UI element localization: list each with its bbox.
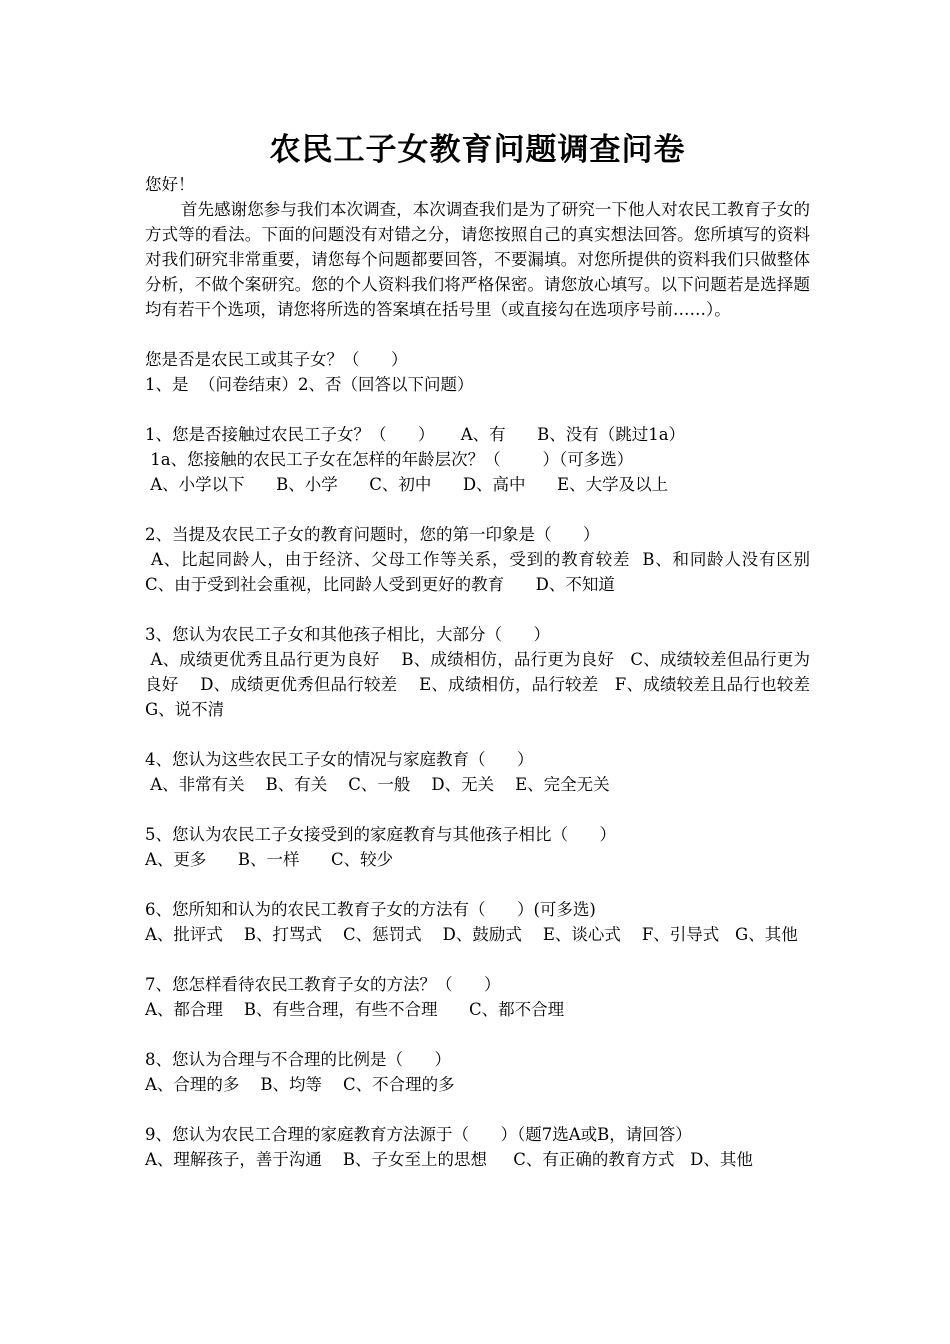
options-0: 1、是 （问卷结束）2、否（回答以下问题）	[145, 375, 474, 394]
question-block-6	[145, 897, 810, 947]
options-2: A、比起同龄人，由于经济、父母工作等关系，受到的教育较差 B、和同龄人没有区别 C、由于受到社会重视，比同龄人受到更好的教育 D、不知道	[145, 550, 831, 594]
options-6: A、批评式 B、打骂式 C、惩罚式 D、鼓励式 E、谈心式 F、引导式 G、其他	[145, 925, 798, 944]
question-3: 3、您认为农民工子女和其他孩子相比，大部分（ ）	[145, 625, 550, 644]
intro-paragraph: 首先感谢您参与我们本次调查，本次调查我们是为了研究一下他人对农民工教育子女的方式等的看法。下面的问题没有对错之分，请您按照自己的真实想法回答。您所填写的资料对我们研究非常重要，请您每个问题都要回答，不要漏填。对您所提供的资料我们只做整体分析，不做个案研究。您的个人资料我们将严格保密。请您放心填写。以下问题若是选择题均有若干个选项，请您将所选的答案填在括号里（或直接勾在选项序号前……）。	[145, 200, 810, 319]
questionnaire-page	[145, 128, 831, 1172]
question-6: 6、您所知和认为的农民工教育子女的方法有（ ）(可多选)	[145, 900, 596, 919]
options-5: A、更多 B、一样 C、较少	[145, 850, 394, 869]
question-0: 您是否是农民工或其子女？（ ）	[145, 350, 408, 369]
question-block-3	[145, 622, 826, 722]
question-5: 5、您认为农民工子女接受到的家庭教育与其他孩子相比（ ）	[145, 825, 616, 844]
question-2: 2、当提及农民工子女的教育问题时，您的第一印象是（ ）	[145, 525, 600, 544]
question-block-9	[145, 1122, 810, 1172]
question-block-2	[145, 522, 831, 597]
question-1: 1、您是否接触过农民工子女？（ ） A、有 B、没有（跳过1a）	[145, 425, 686, 444]
options-1a: A、小学以下 B、小学 C、初中 D、高中 E、大学及以上	[145, 475, 669, 494]
question-block-0	[145, 347, 810, 397]
question-block-1	[145, 422, 810, 497]
options-8: A、合理的多 B、均等 C、不合理的多	[145, 1075, 455, 1094]
page-title: 农民工子女教育问题调查问卷	[269, 132, 686, 168]
greeting: 您好！	[145, 175, 195, 194]
options-9: A、理解孩子，善于沟通 B、子女至上的思想 C、有正确的教育方式 D、其他	[145, 1150, 753, 1169]
question-8: 8、您认为合理与不合理的比例是（ ）	[145, 1050, 451, 1069]
question-9: 9、您认为农民工合理的家庭教育方法源于（ ）（题7选A或B，请回答）	[145, 1125, 692, 1144]
question-block-4	[145, 747, 810, 797]
sub-question-1a: 1a、您接触的农民工子女在怎样的年龄层次？（ ）（可多选）	[145, 450, 634, 469]
options-4: A、非常有关 B、有关 C、一般 D、无关 E、完全无关	[145, 775, 610, 794]
question-4: 4、您认为这些农民工子女的情况与家庭教育（ ）	[145, 750, 534, 769]
question-block-8	[145, 1047, 810, 1097]
question-block-7	[145, 972, 810, 1022]
question-block-5	[145, 822, 810, 872]
question-7: 7、您怎样看待农民工教育子女的方法？（ ）	[145, 975, 501, 994]
options-3: A、成绩更优秀且品行更为良好 B、成绩相仿，品行更为良好 C、成绩较差但品行更为良好 D、成绩更优秀但品行较差 E、成绩相仿，品行较差 F、成绩较差且品行也较差 G、说不清	[145, 650, 826, 719]
options-7: A、都合理 B、有些合理，有些不合理 C、都不合理	[145, 1000, 565, 1019]
